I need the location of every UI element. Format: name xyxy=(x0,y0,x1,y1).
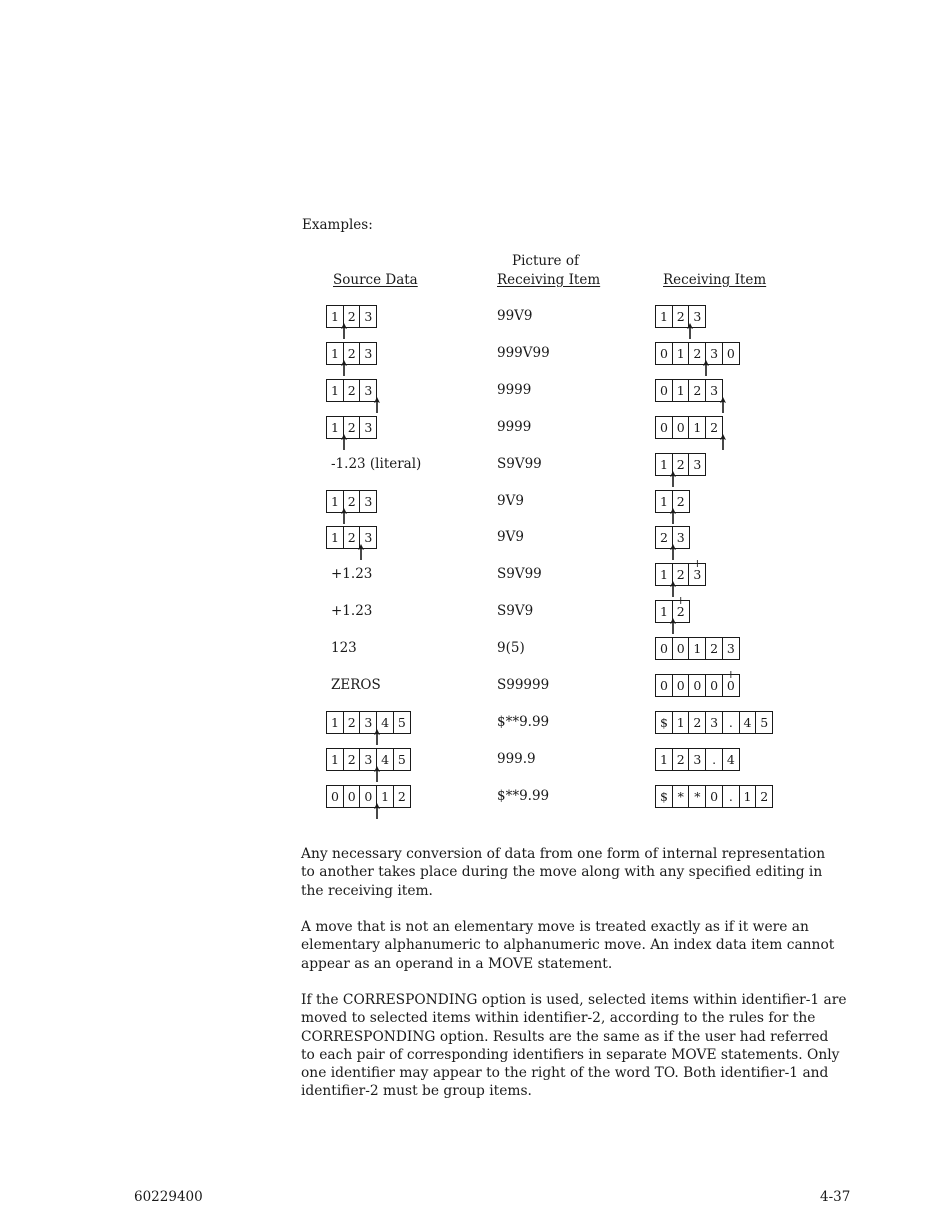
recv-cell: 1 xyxy=(655,748,673,771)
recv-sign: + xyxy=(692,557,703,571)
source-cells xyxy=(326,526,376,549)
paragraph xyxy=(301,991,871,1101)
paragraph-line: to another takes place during the move along with any specified editing in xyxy=(301,864,823,881)
recv-cell: 2 xyxy=(672,748,690,771)
recv-cells xyxy=(655,379,722,402)
source-cell: 1 xyxy=(326,416,344,439)
picture-clause: 999.9 xyxy=(497,750,536,767)
source-cell: 1 xyxy=(376,785,394,808)
source-cell: 3 xyxy=(359,305,377,328)
recv-cell: 1 xyxy=(672,342,690,365)
recv-cell: 1 xyxy=(655,490,673,513)
recv-cell: 1 xyxy=(688,637,706,660)
source-cell: 1 xyxy=(326,342,344,365)
source-cell: 3 xyxy=(359,342,377,365)
recv-cell: 0 + xyxy=(722,674,740,697)
source-cell: 2 xyxy=(343,342,361,365)
source-literal: +1.23 xyxy=(331,603,373,620)
paragraph-line: one identifier may appear to the right of the word TO. Both identifier-1 and xyxy=(301,1065,829,1082)
source-cell: 1 xyxy=(326,526,344,549)
source-point-arrow xyxy=(373,729,381,745)
receiving-point-arrow xyxy=(719,397,727,413)
recv-cells xyxy=(655,416,722,439)
recv-cell: 0 xyxy=(688,674,706,697)
source-point-arrow xyxy=(340,508,348,524)
recv-cell: * xyxy=(688,785,706,808)
recv-cell: 0 xyxy=(672,637,690,660)
recv-cell: 1 xyxy=(655,305,673,328)
source-cell: 2 xyxy=(343,711,361,734)
recv-cell: 0 xyxy=(672,674,690,697)
picture-clause: 9999 xyxy=(497,418,532,435)
recv-cells xyxy=(655,342,739,365)
source-point-arrow xyxy=(357,544,365,560)
recv-cell: 0 xyxy=(655,379,673,402)
recv-cell: 3 xyxy=(672,526,690,549)
recv-cell: 0 xyxy=(722,342,740,365)
recv-cell: $ xyxy=(655,785,673,808)
source-cells xyxy=(326,379,376,402)
recv-cell: 3 xyxy=(688,305,706,328)
receiving-point-arrow xyxy=(669,471,677,487)
source-cell: 3 xyxy=(359,748,377,771)
picture-clause: 9999 xyxy=(497,381,532,398)
picture-clause: S9V99 xyxy=(497,455,542,472)
recv-cells xyxy=(655,557,705,586)
recv-cell: 3 xyxy=(705,379,723,402)
source-literal: -1.23 (literal) xyxy=(331,455,422,472)
picture-clause: 9(5) xyxy=(497,640,525,657)
source-cell: 1 xyxy=(326,305,344,328)
source-cell: 2 xyxy=(343,490,361,513)
recv-cell: 0 xyxy=(655,342,673,365)
recv-cell: 1 xyxy=(672,379,690,402)
receiving-point-arrow xyxy=(686,323,694,339)
recv-cell: * xyxy=(672,785,690,808)
source-cell: 4 xyxy=(376,748,394,771)
picture-clause: 99V9 xyxy=(497,308,533,324)
paragraph-line: elementary alphanumeric to alphanumeric move. An index data item cannot xyxy=(301,937,835,954)
picture-clause: S9V99 xyxy=(497,566,542,583)
page-number: 4-37 xyxy=(820,1189,851,1205)
recv-cell: 0 xyxy=(655,674,673,697)
receiving-point-arrow xyxy=(669,544,677,560)
recv-sign: − xyxy=(692,446,703,460)
source-point-arrow xyxy=(340,323,348,339)
recv-sign: + xyxy=(726,668,736,681)
paragraph-line: Any necessary conversion of data from one form of internal representation xyxy=(301,846,826,862)
paragraph-line: to each pair of corresponding identifiers in separate MOVE statements. Only xyxy=(301,1046,840,1063)
recv-cell: 2 xyxy=(705,637,723,660)
recv-cell: 3 xyxy=(705,342,723,365)
recv-cell: 2 + xyxy=(672,600,690,623)
recv-cells xyxy=(655,305,705,328)
source-point-arrow xyxy=(373,803,381,819)
recv-cell: 2 xyxy=(672,563,690,586)
paragraph-line: CORRESPONDING option. Results are the same as if the user had referred xyxy=(301,1028,829,1045)
recv-cell: 4 xyxy=(739,711,757,734)
receiving-point-arrow xyxy=(702,360,710,376)
picture-clause: S99999 xyxy=(497,677,550,693)
recv-cell: 0 xyxy=(705,785,723,808)
recv-cell: 1 xyxy=(688,416,706,439)
source-cell: 2 xyxy=(343,748,361,771)
source-cell: 1 xyxy=(326,490,344,513)
picture-clause: 9V9 xyxy=(497,529,524,546)
source-cells xyxy=(326,342,376,365)
recv-cells xyxy=(655,668,739,697)
source-cell: 3 xyxy=(359,490,377,513)
recv-cell: 0 xyxy=(655,416,673,439)
source-cell: 3 xyxy=(359,526,377,549)
source-cell: 3 xyxy=(359,379,377,402)
source-cells xyxy=(326,490,376,513)
recv-cell: 3 + xyxy=(688,563,706,586)
recv-cell: 3 xyxy=(705,711,723,734)
recv-cell: 2 xyxy=(672,490,690,513)
source-literal: +1.23 xyxy=(331,566,373,583)
recv-cell: 3 − xyxy=(688,453,706,476)
source-cell: 0 xyxy=(326,785,344,808)
doc-number: 60229400 xyxy=(134,1189,203,1205)
picture-clause: 9V9 xyxy=(497,492,524,509)
recv-cell: 2 xyxy=(655,526,673,549)
recv-cell: 2 xyxy=(688,711,706,734)
recv-cell: . xyxy=(705,748,723,771)
header-picture-line2: Receiving Item xyxy=(497,272,601,288)
recv-cell: 2 xyxy=(672,453,690,476)
paragraph-line: appear as an operand in a MOVE statement. xyxy=(301,955,613,972)
source-cell: 3 xyxy=(359,416,377,439)
picture-clause: S9V9 xyxy=(497,603,534,620)
recv-cell: 2 xyxy=(755,785,773,808)
recv-cell: 5 xyxy=(755,711,773,734)
source-cell: 1 xyxy=(326,379,344,402)
recv-cells xyxy=(655,711,772,734)
source-cell: 3 xyxy=(359,711,377,734)
header-source-data: Source Data xyxy=(333,272,418,288)
paragraph xyxy=(301,918,871,973)
source-literal: ZEROS xyxy=(331,677,381,693)
recv-cell: $ xyxy=(655,711,673,734)
source-point-arrow xyxy=(373,397,381,413)
source-cell: 4 xyxy=(376,711,394,734)
recv-cell: . xyxy=(722,785,740,808)
picture-clause: $**9.99 xyxy=(497,787,550,804)
source-cells xyxy=(326,785,410,808)
source-cells xyxy=(326,305,376,328)
receiving-point-arrow xyxy=(669,508,677,524)
header-picture-line1: Picture of xyxy=(512,253,579,269)
source-cells xyxy=(326,711,410,734)
source-cell: 0 xyxy=(359,785,377,808)
recv-cell: 2 xyxy=(688,379,706,402)
source-cell: 2 xyxy=(343,379,361,402)
source-cell: 2 xyxy=(343,305,361,328)
recv-sign: + xyxy=(676,594,686,608)
recv-cell: 1 xyxy=(739,785,757,808)
paragraph-line: If the CORRESPONDING option is used, selected items within identifier-1 are xyxy=(301,992,847,1008)
receiving-point-arrow xyxy=(719,434,727,450)
recv-cell: 1 xyxy=(672,711,690,734)
receiving-point-arrow xyxy=(669,618,677,634)
source-cell: 2 xyxy=(393,785,411,808)
picture-clause: $**9.99 xyxy=(497,713,550,730)
source-cell: 2 xyxy=(343,416,361,439)
recv-cell: . xyxy=(722,711,740,734)
recv-cells xyxy=(655,785,772,808)
source-point-arrow xyxy=(340,360,348,376)
paragraph-line: moved to selected items within identifier-2, according to the rules for the xyxy=(301,1010,816,1027)
source-point-arrow xyxy=(340,434,348,450)
examples-label: Examples: xyxy=(302,217,373,233)
recv-cell: 2 xyxy=(688,342,706,365)
recv-cells xyxy=(655,637,739,660)
recv-cells xyxy=(655,446,705,476)
paragraph-line: identifier-2 must be group items. xyxy=(301,1083,532,1100)
recv-cell: 0 xyxy=(655,637,673,660)
source-cell: 2 xyxy=(343,526,361,549)
recv-cell: 1 xyxy=(655,600,673,623)
recv-cell: 1 xyxy=(655,563,673,586)
source-literal: 123 xyxy=(331,640,357,657)
source-cell: 1 xyxy=(326,711,344,734)
source-cell: 1 xyxy=(326,748,344,771)
source-cell: 0 xyxy=(343,785,361,808)
source-cell: 5 xyxy=(393,711,411,734)
recv-cells xyxy=(655,748,739,771)
source-cells xyxy=(326,748,410,771)
source-cells xyxy=(326,416,376,439)
recv-cell: 3 xyxy=(722,637,740,660)
picture-clause: 999V99 xyxy=(497,344,550,361)
recv-cell: 0 xyxy=(705,674,723,697)
header-receiving-item: Receiving Item xyxy=(663,272,767,288)
recv-cell: 1 xyxy=(655,453,673,476)
source-cell: 5 xyxy=(393,748,411,771)
paragraph-line: A move that is not an elementary move is treated exactly as if it were an xyxy=(301,919,809,935)
recv-cell: 2 xyxy=(672,305,690,328)
recv-cell: 3 xyxy=(688,748,706,771)
source-point-arrow xyxy=(373,766,381,782)
paragraph-line: the receiving item. xyxy=(301,882,433,899)
recv-cell: 4 xyxy=(722,748,740,771)
recv-cell: 0 xyxy=(672,416,690,439)
paragraph xyxy=(301,845,871,900)
recv-cell: 2 xyxy=(705,416,723,439)
